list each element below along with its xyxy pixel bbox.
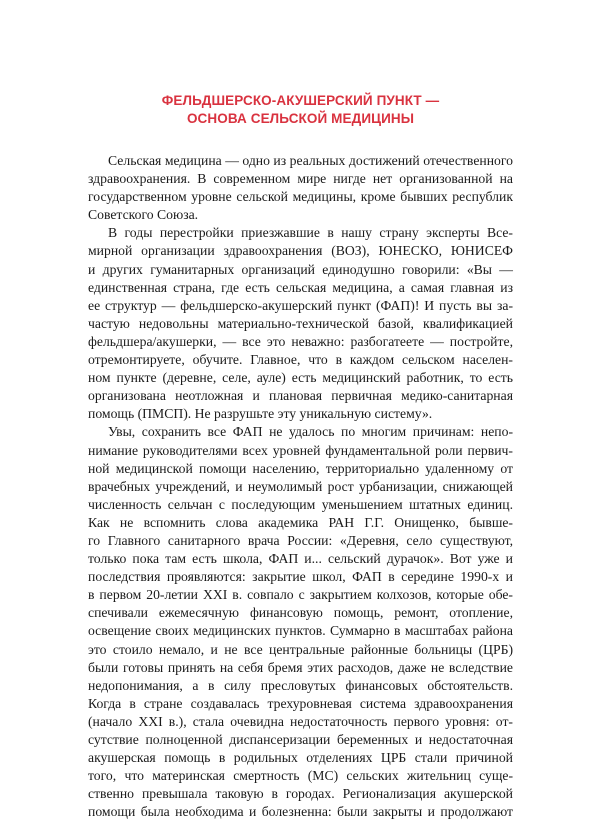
text-line: государственном уровне сельской медицины, кроме бывших республик <box>88 189 513 205</box>
text-line: акушерская помощь в родильных отделениях ЦРБ стали причиной <box>88 750 513 766</box>
text-line: численность сельчан с последующим уменьшением штатных единиц. <box>88 496 513 512</box>
text-line: в первом 20-летии XXI в. совпало с закрытием колхозов, которые обе- <box>88 587 513 603</box>
text-line: последствия проявляются: закрытие школ, ФАП в середине 1990-х и <box>88 569 513 585</box>
text-line: это стоило немало, и не все центральные районные больницы (ЦРБ) <box>88 641 513 657</box>
text-line: Увы, сохранить все ФАП не удалось по многим причинам: непо- <box>108 424 513 440</box>
text-line: Советского Союза. <box>88 207 199 223</box>
paragraph-3 <box>88 423 513 821</box>
paragraph-2 <box>88 224 513 423</box>
text-line: Как не вспомнить слова академика РАН Г.Г. Онищенко, бывше- <box>88 514 513 530</box>
text-line: ственно превышала таковую в городах. Регионализация акушерской <box>88 786 513 802</box>
text-line: помощь (ПМСП). Не разрушьте эту уникальную систему». <box>88 406 433 422</box>
text-line: ном пункте (деревне, селе, ауле) есть медицинский работник, то есть <box>88 370 513 386</box>
text-line: единственная страна, где есть сельская медицина, а самая главная из <box>88 279 513 295</box>
text-line: спечивали ежемесячную финансовую помощь, ремонт, отопление, <box>88 605 513 621</box>
text-line: Когда в стране создавалась трехуровневая система здравоохранения <box>88 695 513 711</box>
text-line: нимание руководителями всех уровней фундаментальной роли первич- <box>88 442 513 458</box>
text-line: В годы перестройки приезжавшие в нашу страну эксперты Все- <box>108 225 513 241</box>
text-line: были готовы принять на себя бремя этих расходов, даже не вследствие <box>88 659 513 675</box>
text-line: того, что материнская смертность (МС) сельских жительниц суще- <box>88 768 513 784</box>
document-page <box>88 0 513 821</box>
text-line: (начало XXI в.), стала очевидна недостаточность первого уровня: от- <box>88 713 513 729</box>
text-line: мирной организации здравоохранения (ВОЗ), ЮНЕСКО, ЮНИСЕФ <box>88 243 513 259</box>
text-line: сутствие полноценной диспансеризации беременных и недостаточная <box>88 732 513 747</box>
text-line: Сельская медицина — одно из реальных достижений отечественного <box>108 153 513 168</box>
text-line: ной медицинской помощи населению, территориально удаленному от <box>88 460 513 476</box>
text-line: ее структур — фельдшерско-акушерский пункт (ФАП)! И пусть вы за- <box>88 297 513 313</box>
text-line: недопонимания, а в силу пресловутых финансовых обстоятельств. <box>88 677 513 693</box>
paragraph-1 <box>88 152 513 224</box>
text-line: го Главного санитарного врача России: «Деревня, село существуют, <box>88 532 513 548</box>
text-line: только пока там есть школа, ФАП и... сельский дурачок». Вот уже и <box>88 551 513 567</box>
text-line: освещение своих медицинских пунктов. Суммарно в масштабах района <box>88 623 513 639</box>
chapter-heading <box>88 92 513 128</box>
chapter-heading-line-2: ОСНОВА СЕЛЬСКОЙ МЕДИЦИНЫ <box>186 111 415 126</box>
text-line: частую недовольны материально-технической базой, квалификацией <box>88 315 513 331</box>
text-line: и других гуманитарных организаций единодушно говорили: «Вы — <box>88 261 513 277</box>
text-line: организована неотложная и плановая первичная медико-санитарная <box>88 388 513 404</box>
text-line: врачебных учреждений, и неумолимый рост урбанизации, снижающей <box>88 478 513 494</box>
text-line: здравоохранения. В современном мире нигде нет организованной на <box>88 171 513 187</box>
text-line: фельдшера/акушерки, — все это неважно: разбогатеете — постройте, <box>88 333 513 349</box>
chapter-heading-line-1: ФЕЛЬДШЕРСКО-АКУШЕРСКИЙ ПУНКТ — <box>161 93 440 108</box>
body-text <box>88 152 513 821</box>
text-line: отремонтируете, обучите. Главное, что в каждом сельском населен- <box>88 352 513 368</box>
text-line: помощи была необходима и болезненна: были закрыты и продолжают <box>88 804 513 820</box>
